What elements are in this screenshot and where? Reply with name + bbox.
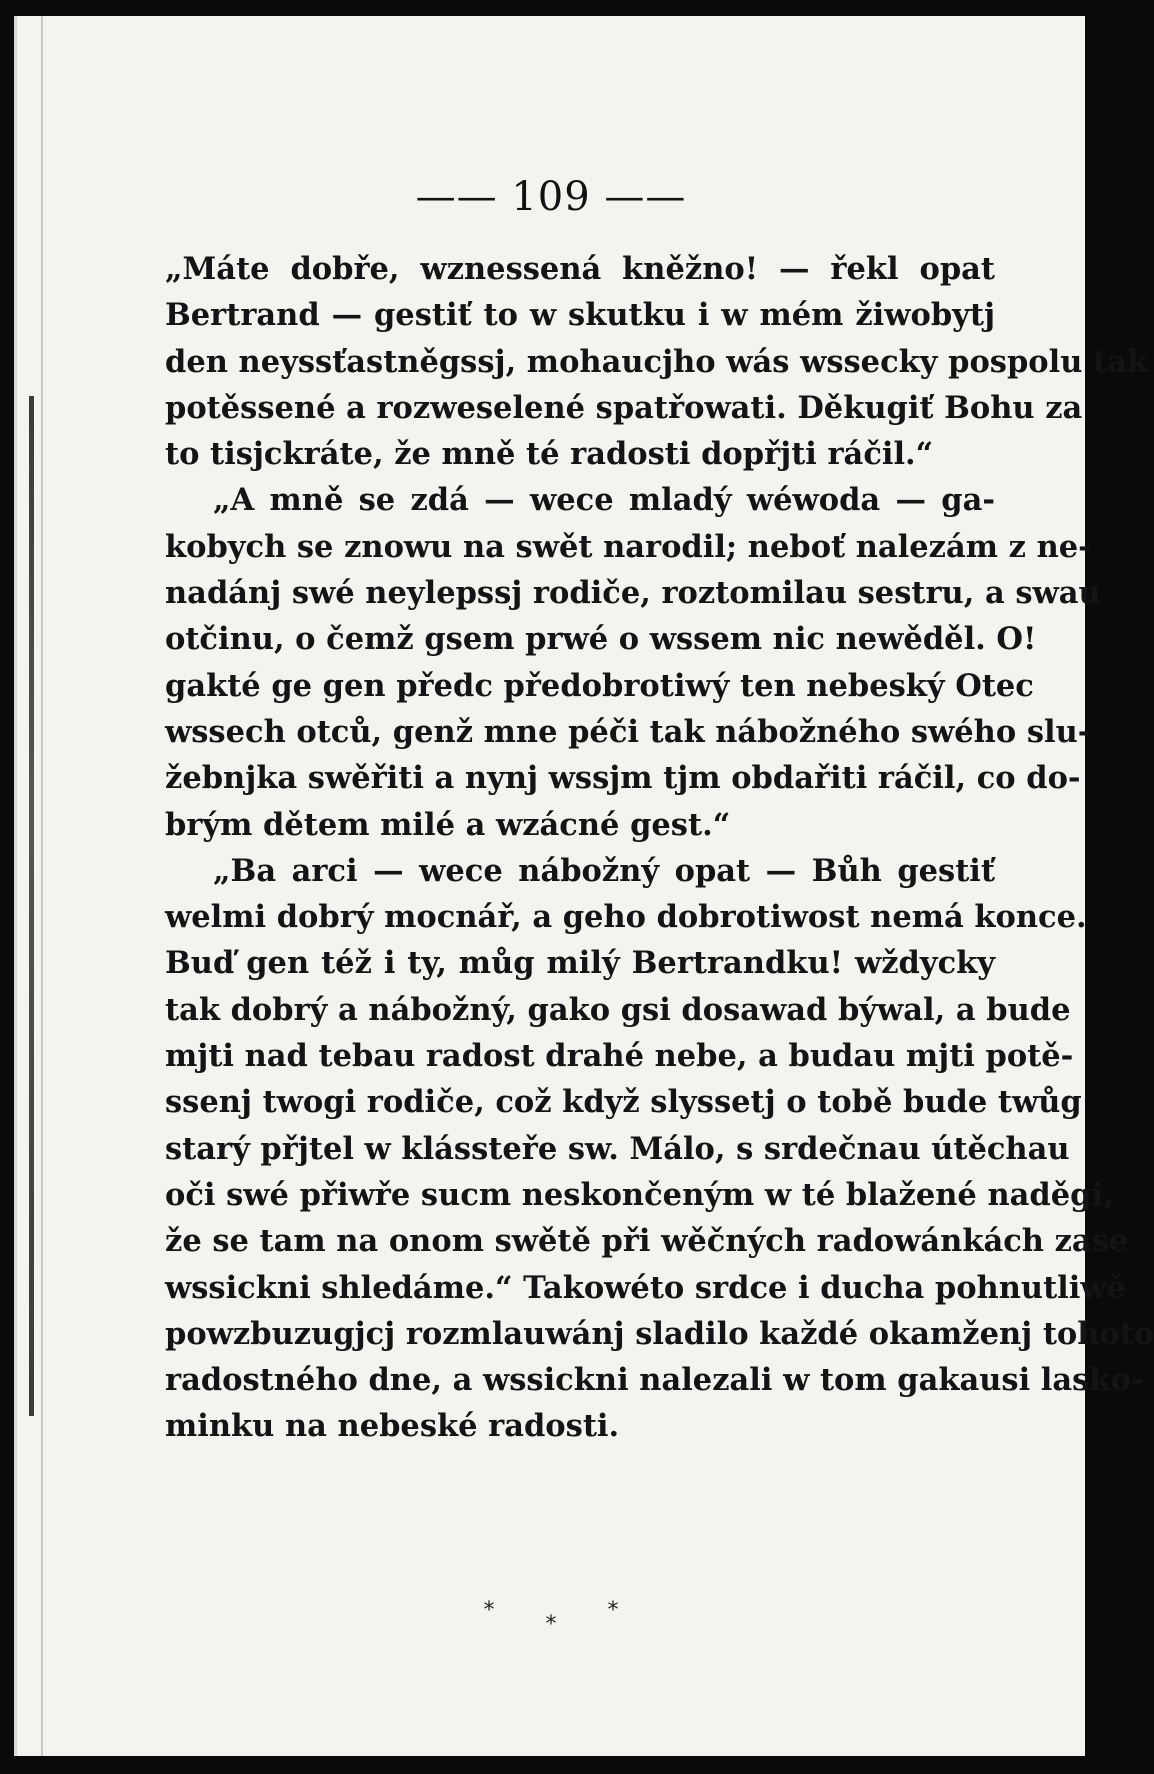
text-line: powzbuzugjcj rozmlauwánj sladilo každé okamženj tohoto [165,1315,1154,1352]
asterism-ornament [17,1598,1085,1638]
text-line: potěssené a rozweselené spatřowati. Děkugiť Bohu za [165,389,1083,426]
text-line: gakté ge gen předc předobrotiwý ten nebeský Otec [165,667,1034,704]
text-line: Buď gen též i ty, můg milý Bertrandku! wždycky [165,945,995,982]
text-line: brým dětem milé a wzácné gest.“ [165,806,731,843]
text-line: tak dobrý a nábožný, gako gsi dosawad býwal, a bude [165,991,1071,1028]
book-page [14,16,1154,1756]
text-line: „Ba arci — wece nábožný opat — Bůh gestiť [213,852,995,889]
page-fold-line [41,16,43,1756]
text-line: wssickni shledáme.“ Takowéto srdce i ducha pohnutliwě [165,1269,1126,1306]
text-line: den neyssťastněgssj, mohaucjho wás wssecky pospolu tak [165,343,1148,380]
text-line: mjti nad tebau radost drahé nebe, a budau mjti potě- [165,1038,1074,1075]
text-line: otčinu, o čemž gsem prwé o wssem nic newěděl. O! [165,621,1037,658]
text-line: ssenj twogi rodiče, což když slyssetj o tobě bude twůg [165,1084,1082,1121]
text-line: radostného dne, a wssickni nalezali w tom gakausi lasko- [165,1362,1144,1399]
text-line: minku na nebeské radosti. [165,1408,620,1445]
text-line: starý přjtel w klássteře sw. Málo, s srdečnau útěchau [165,1130,1070,1167]
text-line: „A mně se zdá — wece mladý wéwoda — ga- [213,482,995,519]
text-line: kobych se znowu na swět narodil; neboť nalezám z ne- [165,528,1091,565]
text-line: oči swé přiwře sucm neskončeným w té blažené naděgi, [165,1176,1114,1213]
ornament-star: * [607,1598,619,1623]
ornament-star: * [545,1612,557,1637]
text-line: nadánj swé neylepssj rodiče, roztomilau sestru, a swau [165,575,1101,612]
text-line: že se tam na onom swětě při wěčných radowánkách zase [165,1223,1129,1260]
ornament-star: * [483,1598,495,1623]
text-line: wssech otců, genž mne péči tak nábožného swého slu- [165,713,1091,750]
text-line: Bertrand — gestiť to w skutku i w mém žiwobytj [165,297,995,334]
text-line: welmi dobrý mocnář, a geho dobrotiwost nemá konce. [165,899,1087,936]
page-number-header: —— 109 —— [415,174,687,220]
text-line: žebnjka swěřiti a nynj wssjm tjm obdařiti ráčil, co do- [165,760,1081,797]
body-text [165,246,1154,1450]
binding-shadow [29,396,34,1416]
text-line: „Máte dobře, wznessená kněžno! — řekl opat [165,251,995,287]
text-line: to tisjckráte, že mně té radosti dopřjti ráčil.“ [165,436,934,473]
